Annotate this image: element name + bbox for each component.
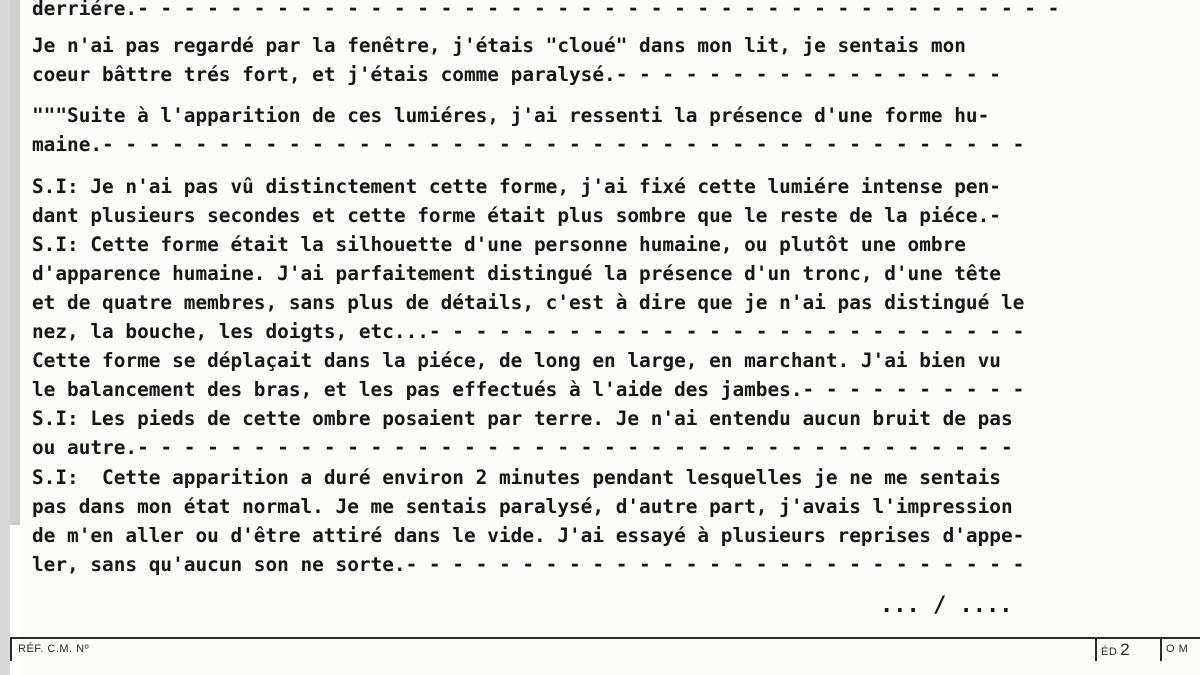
footer-tick — [10, 637, 12, 661]
footer-tick — [1160, 637, 1162, 661]
text-line: S.I: Cette apparition a duré environ 2 minutes pendant lesquelles je ne me sentais — [32, 466, 1001, 489]
text-line: ler, sans qu'aucun son ne sorte.- - - - - - - - - - - - - - - - - - - - - - - - - - - — [32, 553, 1025, 576]
text-line: Je n'ai pas regardé par la fenêtre, j'étais "cloué" dans mon lit, je sentais mon — [32, 34, 966, 57]
text-line: d'apparence humaine. J'ai parfaitement distingué la présence d'un tronc, d'une tête — [32, 262, 1001, 285]
text-line: de m'en aller ou d'être attiré dans le vide. J'ai essayé à plusieurs reprises d'appe- — [32, 524, 1025, 547]
footer-edition-number: 2 — [1120, 640, 1130, 659]
text-line: derriére.- - - - - - - - - - - - - - - - - - - - - - - - - - - - - - - - - - - - - - - - — [32, 0, 1060, 20]
footer-rule — [10, 637, 1200, 639]
text-line: et de quatre membres, sans plus de détails, c'est à dire que je n'ai pas distingué le — [32, 291, 1025, 314]
footer-edition — [1101, 640, 1130, 660]
text-line: S.I: Je n'ai pas vû distinctement cette forme, j'ai fixé cette lumiére intense pen- — [32, 175, 1001, 198]
text-line: Cette forme se déplaçait dans la piéce, de long en large, en marchant. J'ai bien vu — [32, 349, 1001, 372]
continuation-mark: ... / .... — [880, 593, 1013, 618]
scan-margin-shadow — [10, 0, 20, 525]
footer-edition-label: ÉD — [1101, 646, 1118, 658]
text-line: le balancement des bras, et les pas effectués à l'aide des jambes.- - - - - - - - - - — [32, 378, 1025, 401]
text-line: nez, la bouche, les doigts, etc...- - - - - - - - - - - - - - - - - - - - - - - - - - — [32, 320, 1025, 343]
text-line: maine.- - - - - - - - - - - - - - - - - - - - - - - - - - - - - - - - - - - - - - - - — [32, 133, 1025, 156]
typed-report-page — [10, 0, 1200, 675]
footer-reference-label: RÉF. C.M. Nº — [18, 643, 90, 655]
footer-trailing-label: O M — [1166, 643, 1189, 655]
text-line: """Suite à l'apparition de ces lumiéres, j'ai ressenti la présence d'une forme hu- — [32, 104, 990, 127]
text-line: dant plusieurs secondes et cette forme était plus sombre que le reste de la piéce.- — [32, 204, 1001, 227]
text-line: S.I: Cette forme était la silhouette d'une personne humaine, ou plutôt une ombre — [32, 233, 966, 256]
text-line: pas dans mon état normal. Je me sentais paralysé, d'autre part, j'avais l'impression — [32, 495, 1013, 518]
text-line: S.I: Les pieds de cette ombre posaient par terre. Je n'ai entendu aucun bruit de pas — [32, 407, 1013, 430]
text-line: coeur bâttre trés fort, et j'étais comme paralysé.- - - - - - - - - - - - - - - - - — [32, 63, 1001, 86]
footer-tick — [1095, 637, 1097, 661]
text-line: ou autre.- - - - - - - - - - - - - - - - - - - - - - - - - - - - - - - - - - - - - - — [32, 436, 1013, 459]
